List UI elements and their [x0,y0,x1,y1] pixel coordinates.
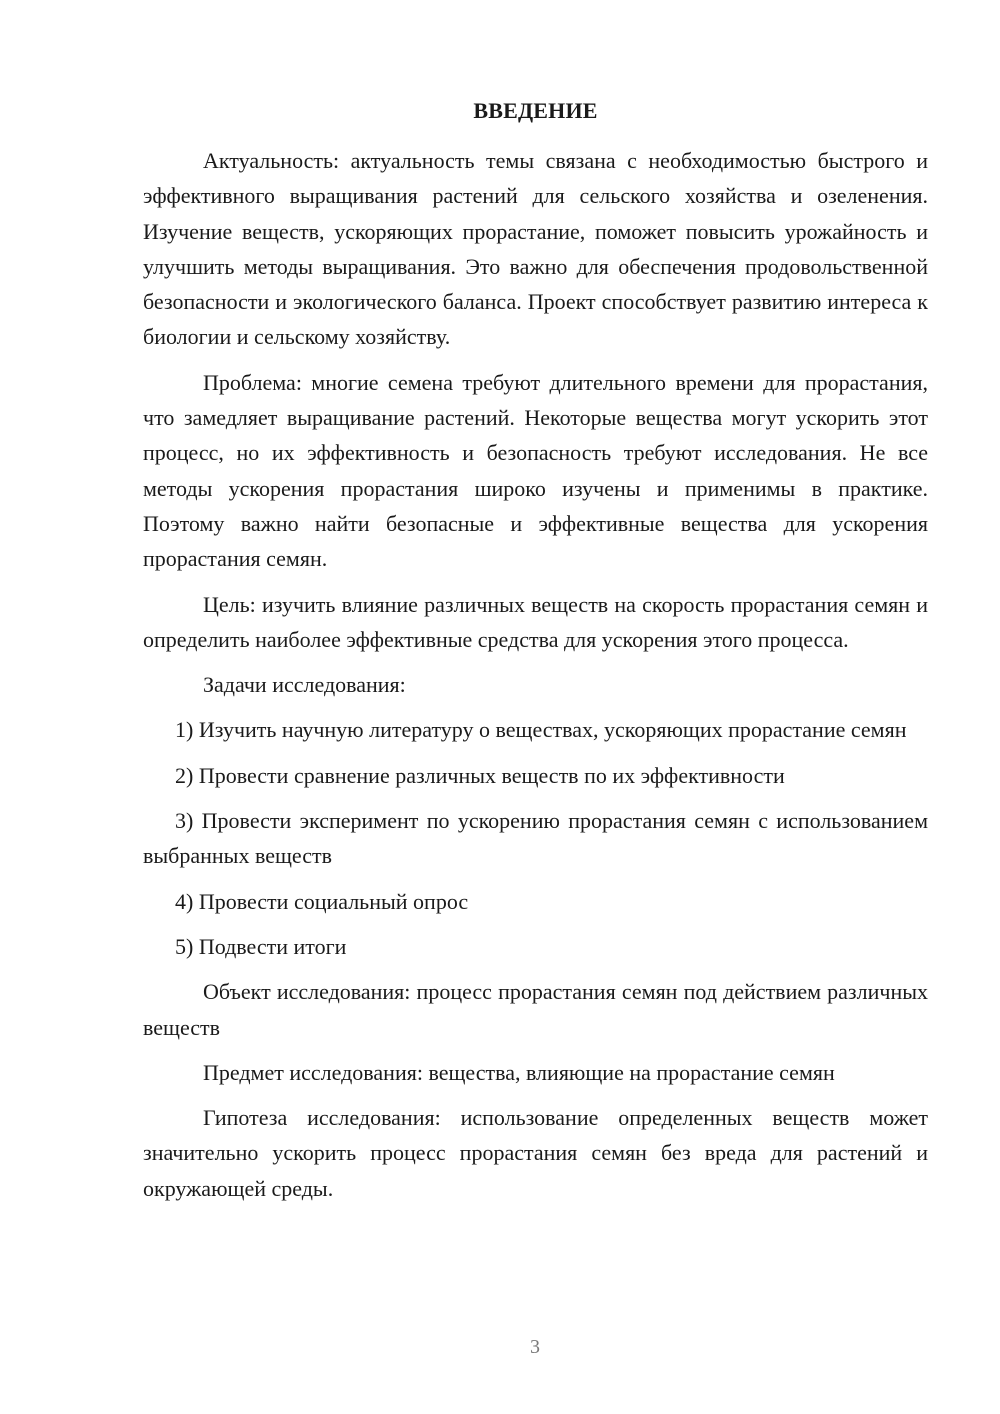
hypothesis-paragraph: Гипотеза исследования: использование определенных веществ может значительно ускорить процесс прорастания семян без вреда для растений и окружающей среды. [143,1105,928,1201]
relevance-paragraph: Актуальность: актуальность темы связана с необходимостью быстрого и эффективного выращивания растений для сельского хозяйства и озеленения. Изучение веществ, ускоряющих прорастание, поможет повысить урожайность и улучшить методы выращивания. Это важно для обеспечения продовольственной безопасности и экологического баланса. Проект способствует развитию интереса к биологии и сельскому хозяйству. [143,148,928,350]
document-body [143,143,928,1216]
subject-paragraph: Предмет исследования: вещества, влияющие на прорастание семян [203,1059,835,1085]
goal-paragraph: Цель: изучить влияние различных веществ на скорость прорастания семян и определить наиболее эффективные средства для ускорения этого процесса. [143,591,928,652]
task-item: 3) Провести эксперимент по ускорению прорастания семян с использованием выбранных веществ [143,808,928,869]
task-item: 1) Изучить научную литературу о веществах, ускоряющих прорастание семян [175,717,907,743]
problem-paragraph: Проблема: многие семена требуют длительного времени для прорастания, что замедляет выращивание растений. Некоторые вещества могут ускорить этот процесс, но их эффективность и безопасность требуют исследования. Не все методы ускорения прорастания широко изучены и применимы в практике. Поэтому важно найти безопасные и эффективные вещества для ускорения прорастания семян. [143,369,928,572]
object-paragraph: Объект исследования: процесс прорастания семян под действием различных веществ [143,979,928,1040]
tasks-heading: Задачи исследования: [203,672,406,698]
task-item: 2) Провести сравнение различных веществ по их эффективности [175,762,785,788]
task-item: 4) Провести социальный опрос [175,888,469,914]
task-item: 5) Подвести итоги [175,933,347,959]
page-title: ВВЕДЕНИЕ [473,98,598,123]
page-number: 3 [530,1336,540,1358]
